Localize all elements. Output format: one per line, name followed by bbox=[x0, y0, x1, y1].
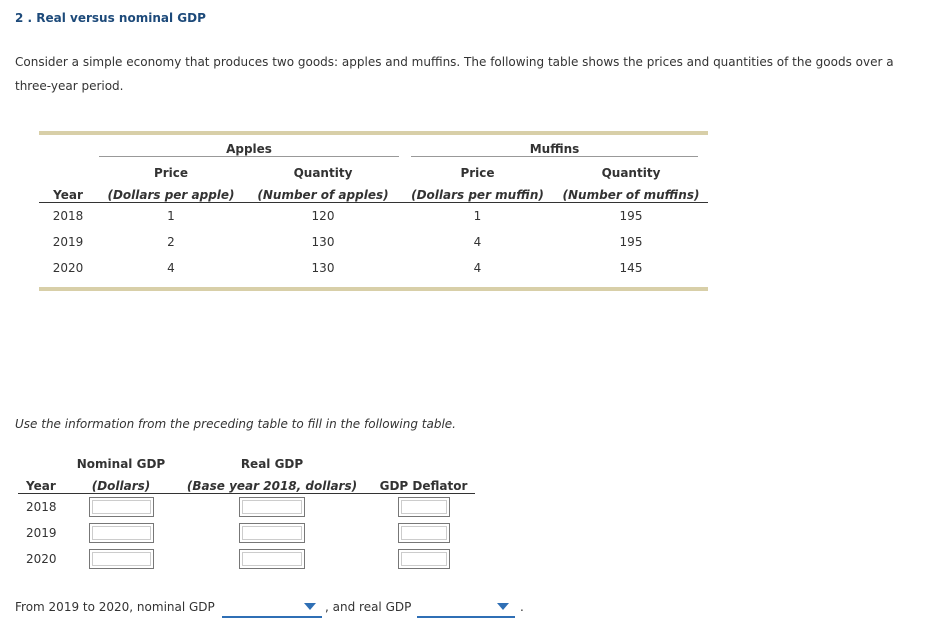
gdp-answer-table bbox=[18, 451, 475, 572]
head-nominal-gdp: Nominal GDP bbox=[76, 457, 166, 471]
head-year: Year bbox=[18, 471, 70, 494]
gdp-change-sentence: From 2019 to 2020, nominal GDP , and real GDP . bbox=[15, 600, 215, 614]
real-gdp-2018-input[interactable] bbox=[239, 497, 305, 517]
price-quantity-table bbox=[39, 131, 708, 291]
col-year: Year bbox=[39, 180, 97, 203]
real-gdp-2020-input[interactable] bbox=[239, 549, 305, 569]
unit-real-base-year: (Base year 2018, dollars) bbox=[172, 471, 372, 494]
nominal-gdp-2018-input[interactable] bbox=[89, 497, 154, 517]
gdp-deflator-2020-input[interactable] bbox=[398, 549, 450, 569]
table-row: 2018 1 120 1 195 bbox=[52, 209, 643, 223]
table-bottom-rule bbox=[39, 287, 708, 291]
table-row: 2020 4 130 4 145 bbox=[52, 261, 643, 275]
group-muffins: Muffins bbox=[401, 135, 708, 157]
head-real-gdp: Real GDP bbox=[240, 457, 304, 471]
chevron-down-icon bbox=[304, 603, 316, 610]
gdp-deflator-2019-input[interactable] bbox=[398, 523, 450, 543]
unit-muffin-price: (Dollars per muffin) bbox=[401, 180, 554, 203]
head-gdp-deflator: GDP Deflator bbox=[372, 471, 475, 494]
unit-apple-quantity: (Number of apples) bbox=[245, 180, 401, 203]
table-row: 2019 bbox=[18, 520, 475, 546]
table-row: 2018 bbox=[18, 494, 475, 521]
nominal-gdp-2019-input[interactable] bbox=[89, 523, 154, 543]
intro-text: Consider a simple economy that produces two goods: apples and muffins. The following table shows the prices and quantities of the goods over a three-year period. bbox=[15, 55, 894, 93]
table-row: 2019 2 130 4 195 bbox=[52, 235, 643, 249]
question-title: 2 . Real versus nominal GDP bbox=[15, 11, 206, 25]
unit-apple-price: (Dollars per apple) bbox=[97, 180, 245, 203]
nominal-gdp-2020-input[interactable] bbox=[89, 549, 154, 569]
gdp-deflator-2018-input[interactable] bbox=[398, 497, 450, 517]
unit-muffin-quantity: (Number of muffins) bbox=[554, 180, 708, 203]
instruction-text: Use the information from the preceding table to fill in the following table. bbox=[15, 417, 456, 431]
nominal-gdp-change-dropdown[interactable] bbox=[222, 598, 322, 618]
subhead-muffin-quantity: Quantity bbox=[601, 166, 661, 180]
table-row: 2020 bbox=[18, 546, 475, 572]
real-gdp-2019-input[interactable] bbox=[239, 523, 305, 543]
chevron-down-icon bbox=[497, 603, 509, 610]
real-gdp-change-dropdown[interactable] bbox=[417, 598, 515, 618]
subhead-muffin-price: Price bbox=[460, 166, 495, 180]
group-apples: Apples bbox=[97, 135, 401, 157]
unit-nominal-dollars: (Dollars) bbox=[70, 471, 172, 494]
subhead-apple-price: Price bbox=[153, 166, 189, 180]
subhead-apple-quantity: Quantity bbox=[293, 166, 353, 180]
